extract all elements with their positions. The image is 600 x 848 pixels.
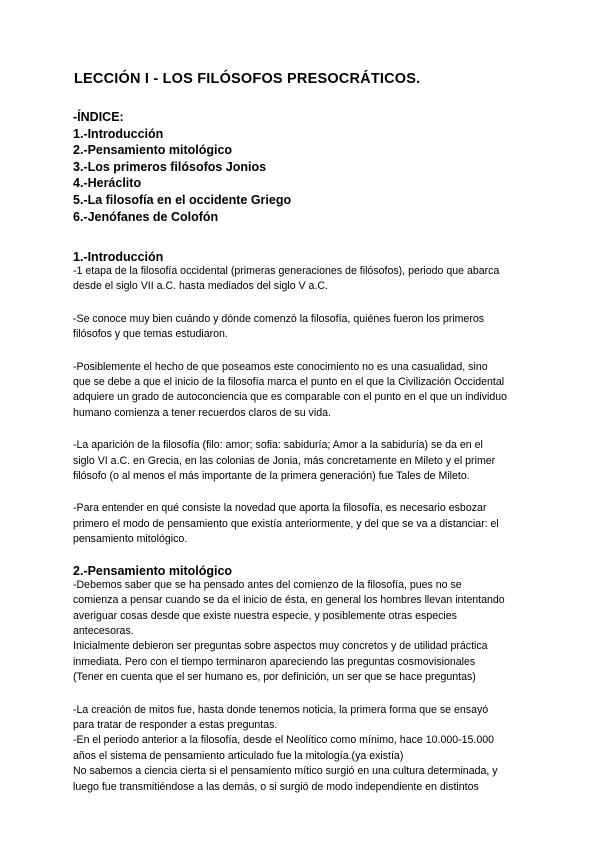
text-line: adquiere un grado de autoconciencia que es comparable con el punto en el que un individuo <box>73 391 508 404</box>
text-line: -Se conoce muy bien cuándo y dónde comenzó la filosofía, quiénes fueron los primeros <box>73 312 485 325</box>
paragraph <box>73 264 543 295</box>
index-item: 1.-Introducción <box>73 126 164 141</box>
paragraph <box>73 703 543 795</box>
index-item: 5.-La filosofía en el occidente Griego <box>73 192 292 207</box>
text-line: -Debemos saber que se ha pensado antes del comienzo de la filosofía, pues no se <box>73 578 462 591</box>
text-line: comienza a pensar cuando se da el inicio de ésta, en general los hombres llevan intentando <box>73 594 505 607</box>
text-line: Inicialmente debieron ser preguntas sobre aspectos muy concretos y de utilidad práctica <box>73 640 488 653</box>
index-heading: -ÍNDICE: <box>73 110 124 124</box>
index-item: 6.-Jenófanes de Colofón <box>73 209 219 224</box>
text-line: filósofos y que temas estudiaron. <box>73 328 228 341</box>
lesson-title: LECCIÓN I - LOS FILÓSOFOS PRESOCRÁTICOS. <box>74 71 421 87</box>
text-line: -1 etapa de la filosofía occidental (primeras generaciones de filósofos), periodo que abarca <box>73 265 500 277</box>
text-line: pensamiento mitológico. <box>73 533 188 546</box>
index-block <box>73 109 291 225</box>
paragraph <box>73 501 543 547</box>
text-line: -Para entender en qué consiste la novedad que aporta la filosofía, es necesario esbozar <box>73 502 487 515</box>
text-line: desde el siglo VII a.C. hasta mediados del siglo V a.C. <box>73 280 328 293</box>
text-line: que se debe a que el inicio de la filosofía marca el punto en el que la Civilización Occidental <box>73 376 505 389</box>
paragraph <box>73 312 543 343</box>
text-line: (Tener en cuenta que el ser humano es, por definición, un ser que se hace preguntas) <box>73 671 476 684</box>
index-item: 4.-Heráclito <box>73 176 142 191</box>
text-line: -En el periodo anterior a la filosofía, desde el Neolítico como mínimo, hace 10.000-15.000 <box>73 734 495 747</box>
text-line: No sabemos a ciencia cierta si el pensamiento mítico surgió en una cultura determinada, y <box>73 765 498 778</box>
document-body <box>73 250 543 795</box>
text-line: -La aparición de la filosofía (filo: amor; sofia: sabiduría; Amor a la sabiduría) se da en el <box>73 439 483 452</box>
section-heading-pensamiento-mitologico: 2.-Pensamiento mitológico <box>73 563 233 578</box>
text-line: primero el modo de pensamiento que existía anteriormente, y del que se va a distanciar: el <box>73 517 499 530</box>
index-item: 2.-Pensamiento mitológico <box>73 143 233 158</box>
text-line: para tratar de responder a estas preguntas. <box>73 718 278 731</box>
text-line: antecesoras. <box>73 624 134 637</box>
paragraph <box>73 438 543 484</box>
text-line: -La creación de mitos fue, hasta donde tenemos noticia, la primera forma que se ensayó <box>73 703 489 716</box>
paragraph <box>73 360 543 422</box>
section-heading-introduccion: 1.-Introducción <box>73 250 164 264</box>
text-line: años el sistema de pensamiento articulado fue la mitología.(ya existía) <box>73 749 404 762</box>
text-line: siglo VI a.C. en Grecia, en las colonias de Jonia, más concretamente en Mileto y el primer <box>73 454 496 467</box>
paragraph <box>73 578 543 686</box>
index-item: 3.-Los primeros filósofos Jonios <box>73 159 267 174</box>
text-line: inmediata. Pero con el tiempo terminaron apareciendo las preguntas cosmovisionales <box>73 655 476 668</box>
text-line: luego fue transmitiéndose a las demás, o si surgió de modo independiente en distintos <box>73 780 479 793</box>
text-line: averiguar cosas desde que existe nuestra especie, y posiblemente otras especies <box>73 609 457 622</box>
text-line: -Posiblemente el hecho de que poseamos este conocimiento no es una casualidad, sino <box>73 360 488 373</box>
text-line: filósofo (o al menos el más importante de la primera generación) fue Tales de Mileto. <box>73 470 470 483</box>
text-line: humano comienza a tener recuerdos claros de su vida. <box>73 406 331 419</box>
